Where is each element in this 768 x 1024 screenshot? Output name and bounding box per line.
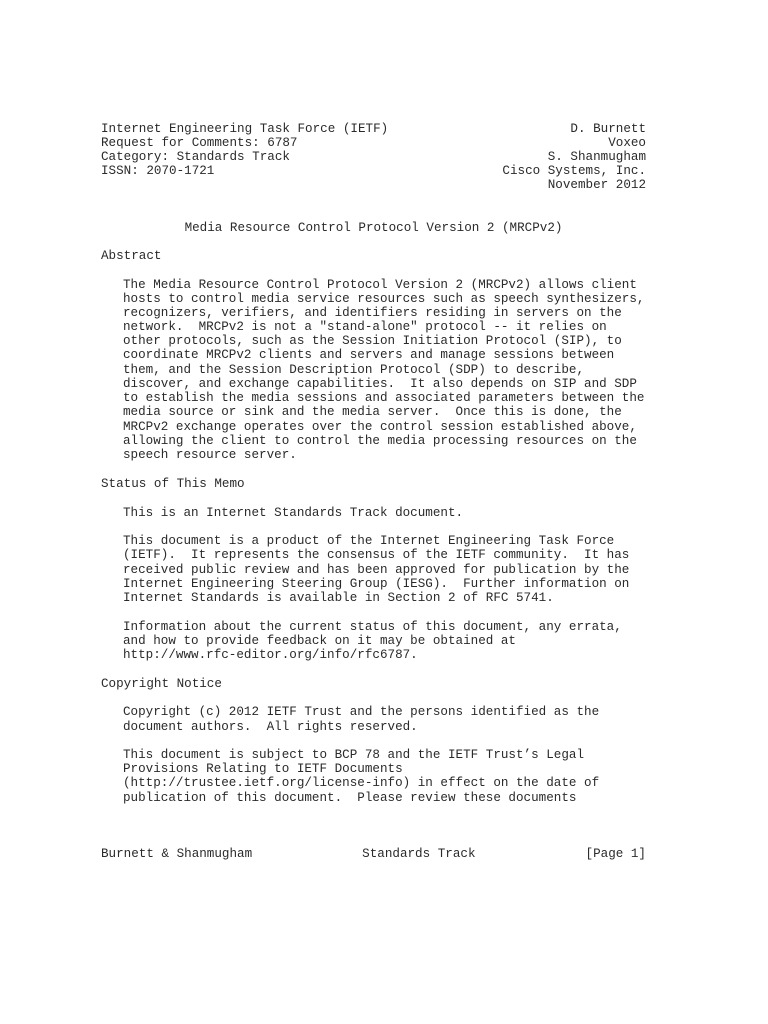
abstract-line: media source or sink and the media server. Once this is done, the <box>123 405 622 419</box>
header-affiliation-1: Voxeo <box>608 136 646 150</box>
header-org: Internet Engineering Task Force (IETF) <box>101 122 389 136</box>
abstract-line: allowing the client to control the media processing resources on the <box>123 434 637 448</box>
abstract-line: network. MRCPv2 is not a "stand-alone" protocol -- it relies on <box>123 320 607 334</box>
document-title: Media Resource Control Protocol Version 2 (MRCPv2) <box>184 221 563 235</box>
abstract-line: speech resource server. <box>123 448 297 462</box>
copyright-paragraph-line: publication of this document. Please review these documents <box>123 791 577 805</box>
abstract-line: recognizers, verifiers, and identifiers residing in servers on the <box>123 306 622 320</box>
copyright-paragraph-line: Copyright (c) 2012 IETF Trust and the persons identified as the <box>123 705 600 719</box>
abstract-line: coordinate MRCPv2 clients and servers and manage sessions between <box>123 348 615 362</box>
status-paragraph-line: Internet Engineering Steering Group (IESG). Further information on <box>123 577 630 591</box>
abstract-line: them, and the Session Description Protocol (SDP) to describe, <box>123 363 585 377</box>
abstract-line: The Media Resource Control Protocol Version 2 (MRCPv2) allows client <box>123 278 637 292</box>
abstract-line: hosts to control media service resources such as speech synthesizers, <box>123 292 645 306</box>
header-row-1 <box>101 122 646 136</box>
header-category: Category: Standards Track <box>101 150 290 164</box>
footer-page-number: [Page 1] <box>585 847 646 861</box>
copyright-paragraph-line: Provisions Relating to IETF Documents <box>123 762 403 776</box>
copyright-heading: Copyright Notice <box>101 677 222 691</box>
header-row-2 <box>101 136 646 150</box>
abstract-line: other protocols, such as the Session Initiation Protocol (SIP), to <box>123 334 622 348</box>
page-footer <box>101 847 646 861</box>
abstract-line: discover, and exchange capabilities. It also depends on SIP and SDP <box>123 377 637 391</box>
status-paragraph-line: This document is a product of the Internet Engineering Task Force <box>123 534 615 548</box>
header-issn: ISSN: 2070-1721 <box>101 164 215 178</box>
status-paragraph-line: (IETF). It represents the consensus of the IETF community. It has <box>123 548 630 562</box>
status-paragraph-line: and how to provide feedback on it may be obtained at <box>123 634 516 648</box>
header-author-2: S. Shanmugham <box>547 150 646 164</box>
footer-authors: Burnett & Shanmugham <box>101 847 253 861</box>
abstract-heading: Abstract <box>101 249 162 263</box>
status-heading: Status of This Memo <box>101 477 245 491</box>
header-row-5 <box>101 178 646 192</box>
status-paragraph-line: Internet Standards is available in Section 2 of RFC 5741. <box>123 591 554 605</box>
header-row-4 <box>101 164 646 178</box>
status-paragraph-line: received public review and has been approved for publication by the <box>123 563 630 577</box>
status-paragraph-line: Information about the current status of this document, any errata, <box>123 620 622 634</box>
copyright-paragraph-line: This document is subject to BCP 78 and the IETF Trust’s Legal <box>123 748 585 762</box>
header-rfc-number: Request for Comments: 6787 <box>101 136 298 150</box>
rfc-link: http://www.rfc-editor.org/info/rfc6787. <box>123 648 418 662</box>
header-date: November 2012 <box>547 178 646 192</box>
header-affiliation-2: Cisco Systems, Inc. <box>502 164 646 178</box>
copyright-paragraph-line: document authors. All rights reserved. <box>123 720 418 734</box>
abstract-line: MRCPv2 exchange operates over the control session established above, <box>123 420 637 434</box>
header-row-3 <box>101 150 646 164</box>
copyright-paragraph-line: (http://trustee.ietf.org/license-info) in effect on the date of <box>123 776 600 790</box>
abstract-line: to establish the media sessions and associated parameters between the <box>123 391 645 405</box>
header-author-1: D. Burnett <box>570 122 646 136</box>
status-paragraph-line: This is an Internet Standards Track document. <box>123 506 464 520</box>
footer-category: Standards Track <box>362 847 476 861</box>
